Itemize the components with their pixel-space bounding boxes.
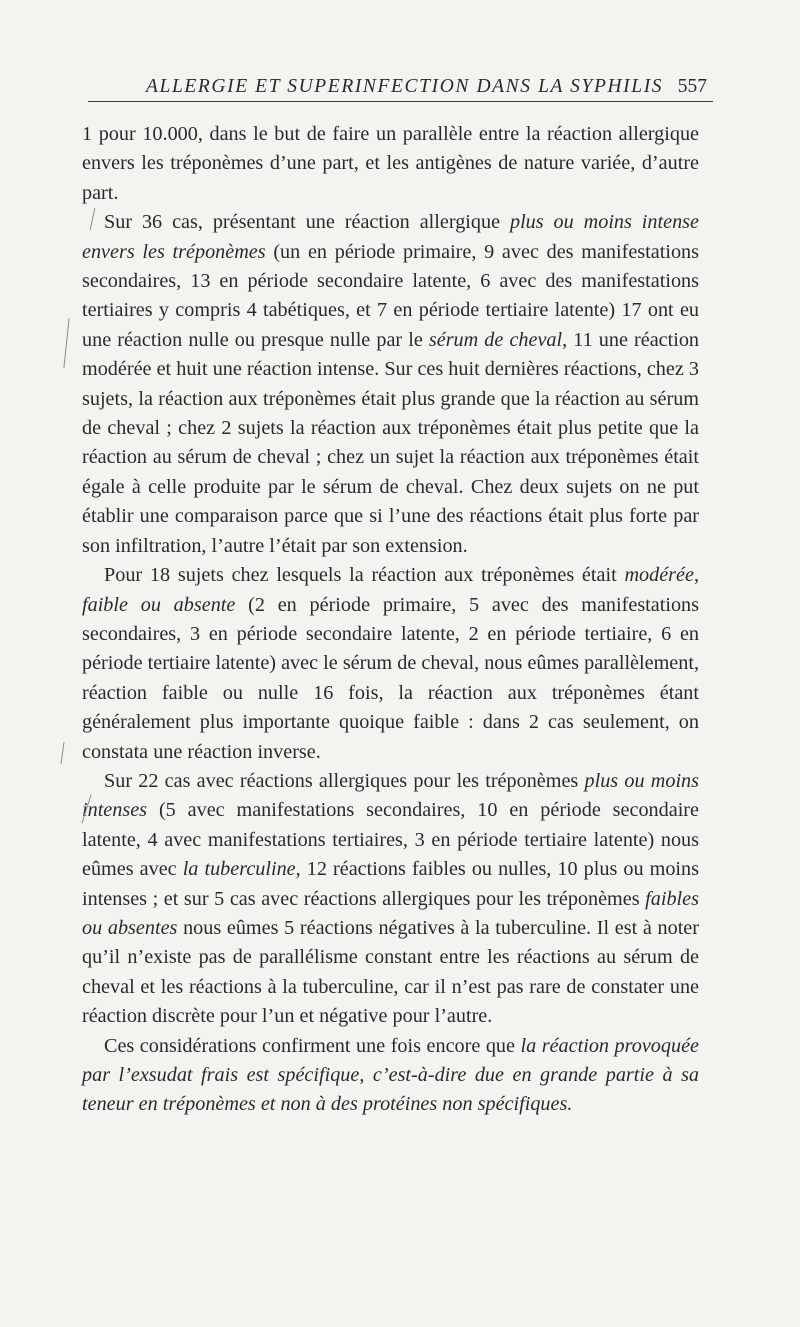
page-number: 557 — [677, 76, 707, 97]
paragraph — [82, 767, 699, 1032]
text-run: , — [359, 1064, 373, 1086]
text-run: (2 en période primaire, 5 avec des manifestations secondaires, 3 en période secondaire latente, 2 en période tertiaire, 6 en période tertiaire latente) avec le sérum de cheval, nous eûmes parallèlement, réaction faible ou nulle 16 fois, la réaction aux tréponèmes étant généralement plus importante quoique faible : dans 2 cas seulement, on constata une réaction inverse. — [82, 593, 700, 763]
text-run: (un en période primaire, 9 avec des manifestations secondaires, 13 en période secondaire latente, 6 avec des manifestations tertiaires y compris 4 tabétiques, et 7 en période tertiaire latente) 17 ont eu une réaction nulle ou presque nulle par le — [82, 240, 699, 351]
paragraph — [82, 208, 699, 561]
margin-mark — [63, 318, 69, 368]
text-run: Pour 18 sujets chez lesquels la réaction aux tréponèmes était — [104, 564, 625, 587]
body-text — [82, 120, 699, 1120]
margin-mark — [60, 742, 64, 764]
italic-text: faible ou absente — [82, 593, 236, 616]
italic-text: faibles ou absentes — [82, 887, 699, 939]
italic-text: plus ou moins intenses — [82, 769, 700, 822]
paragraph — [82, 1032, 699, 1120]
text-run: , 12 réactions faibles ou nulles, 10 plus ou moins intenses ; et sur 5 cas avec réactions allergiques pour les tréponèmes — [82, 858, 699, 910]
page-header — [88, 72, 713, 102]
italic-text: la tuberculine — [182, 858, 296, 881]
italic-text: la réaction provoquée par l’exsudat frais est spécifique — [82, 1034, 700, 1086]
text-run: 1 pour 10.000, dans le but de faire un parallèle entre la réaction allergique envers les tréponèmes d’une part, et les antigènes de nature variée, d’autre part. — [82, 123, 699, 204]
running-title: ALLERGIE ET SUPERINFECTION DANS LA SYPHILIS — [146, 76, 664, 97]
text-run: nous eûmes 5 réactions négatives à la tuberculine. Il est à noter qu’il n’existe pas de parallélisme constant entre les réactions au sérum de cheval et les réactions à la tuberculine, car il n’est pas rare de constater une réaction discrète pour l’un et négative pour l’autre. — [82, 916, 699, 1028]
text-run: Sur 22 cas avec réactions allergiques pour les tréponèmes — [104, 769, 585, 792]
text-run: Sur 36 cas, présentant une réaction allergique — [104, 211, 510, 234]
paragraph — [82, 561, 699, 767]
header-rule — [88, 101, 713, 102]
italic-text: modérée — [624, 564, 694, 587]
text-run: , 11 une réaction modérée et huit une réaction intense. Sur ces huit dernières réactions, chez 3 sujets, la réaction aux tréponèmes était plus grande que la réaction au sérum de cheval ; chez 2 sujets la réaction aux tréponèmes était plus petite que la réaction au sérum de cheval ; chez un sujet la réaction aux tréponèmes était égale à celle produite par le sérum de cheval. Chez deux sujets on ne put établir une comparaison parce que si l’une des réactions était plus forte par son infiltration, l’autre l’était par son extension. — [82, 328, 700, 557]
text-run: , — [693, 564, 699, 587]
italic-text: plus ou moins intense envers les tréponèmes — [82, 211, 699, 263]
paragraph — [82, 120, 699, 208]
text-run: Ces considérations confirment une fois encore que — [104, 1034, 521, 1057]
text-run: (5 avec manifestations secondaires, 10 en période secondaire latente, 4 avec manifestations tertiaires, 3 en période tertiaire latente) nous eûmes avec — [82, 799, 699, 881]
italic-text: c’est-à-dire due en grande partie à sa teneur en tréponèmes et non à des protéines non spécifiques. — [82, 1064, 700, 1116]
italic-text: sérum de cheval — [428, 328, 563, 351]
